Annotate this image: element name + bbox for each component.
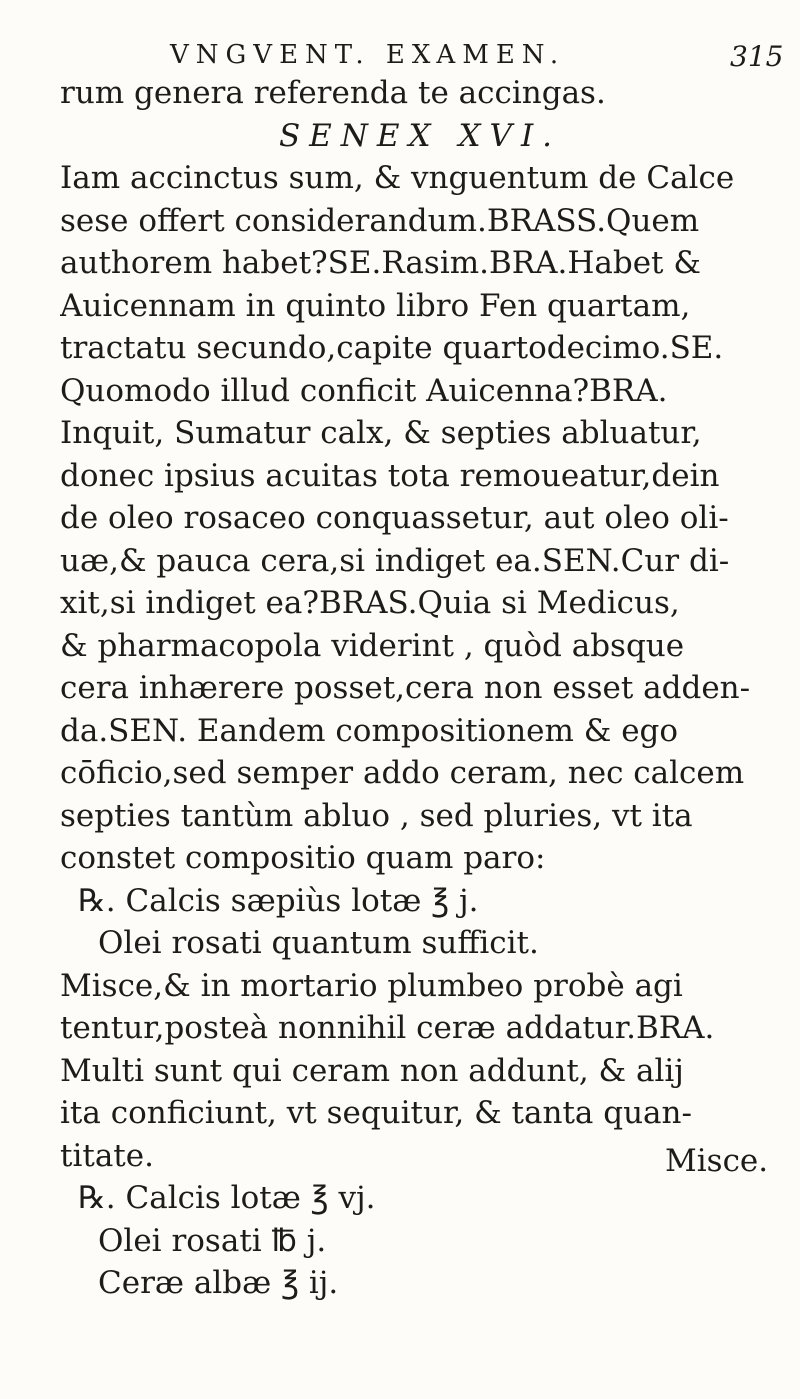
text-line: constet compositio quam paro:	[60, 840, 546, 876]
text-line: Misce,& in mortario plumbeo probè agi	[60, 967, 683, 1004]
text-line: sese offert considerandum.BRASS.Quem	[60, 202, 700, 239]
section-heading: SENEX XVI.	[278, 117, 562, 154]
text-line: da.SEN. Eandem compositionem & ego	[60, 712, 679, 749]
recipe-line: ℞. Calcis sæpiùs lotæ ℥ j.	[78, 882, 479, 919]
recipe-line: Olei rosati ℔ j.	[98, 1222, 327, 1259]
text-line: authorem habet?SE.Rasim.BRA.Habet &	[60, 245, 701, 281]
recipe-line: Olei rosati quantum sufficit.	[98, 925, 539, 961]
text-line: donec ipsius acuitas tota remoueatur,dein	[60, 457, 720, 494]
text-line: Quomodo illud conficit Auicenna?BRA.	[60, 372, 668, 409]
text-line: tractatu secundo,capite quartodecimo.SE.	[60, 330, 724, 366]
text-line: Multi sunt qui ceram non addunt, & alij	[60, 1052, 684, 1089]
text-line: cōficio,sed semper addo ceram, nec calcem	[60, 755, 745, 791]
body-text	[60, 72, 780, 1305]
text-line: Inquit, Sumatur calx, & septies abluatur,	[60, 415, 702, 451]
text-line: cera inhærere posset,cera non esset adden-	[60, 670, 751, 706]
recipe-line: Ceræ albæ ℥ ij.	[98, 1265, 339, 1301]
text-line: Auicennam in quinto libro Fen quartam,	[60, 287, 691, 324]
catchword: Misce.	[665, 1143, 769, 1179]
text-line: tentur,posteà nonnihil ceræ addatur.BRA.	[60, 1010, 715, 1046]
text-line: titate.	[60, 1137, 154, 1174]
text-line: Iam accinctus sum, & vnguentum de Calce	[60, 160, 735, 196]
text-line: de oleo rosaceo conquassetur, aut oleo oli-	[60, 500, 729, 536]
page-number: 315	[730, 40, 784, 73]
text-line: septies tantùm abluo , sed pluries, vt ita	[60, 797, 693, 834]
text-line: uæ,& pauca cera,si indiget ea.SEN.Cur di-	[60, 542, 730, 579]
recipe-line: ℞. Calcis lotæ ℥ vj.	[78, 1180, 376, 1216]
text-line: ita conficiunt, vt sequitur, & tanta quan-	[60, 1095, 692, 1131]
running-title: VNGVENT. EXAMEN.	[170, 40, 566, 70]
text-line: rum genera referenda te accingas.	[60, 75, 606, 111]
text-line: & pharmacopola viderint , quòd absque	[60, 627, 685, 664]
text-line: xit,si indiget ea?BRAS.Quia si Medicus,	[60, 585, 680, 621]
